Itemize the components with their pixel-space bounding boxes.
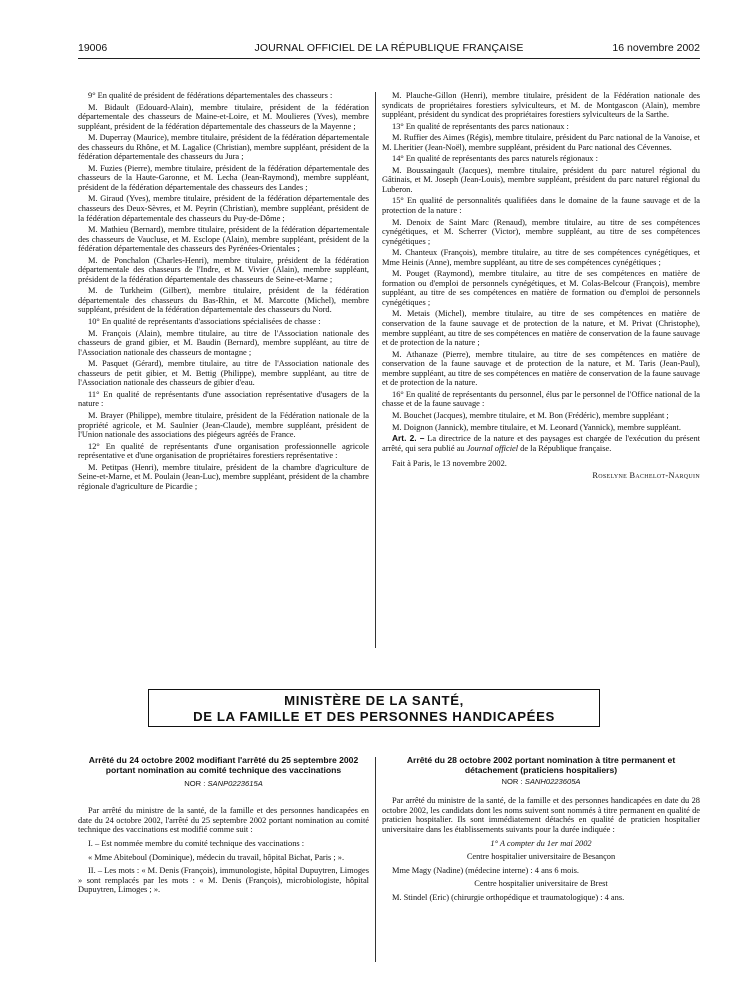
paragraph: 9° En qualité de président de fédérations départementales des chasseurs : [88,91,333,100]
hospital-name: Centre hospitalier universitaire de Besançon [466,852,616,862]
signature: Roselyne Bachelot-Narquin [592,470,700,480]
column-divider [375,92,376,648]
nor-code: SANH0223605A [524,776,581,786]
decree-title: Arrêté du 24 octobre 2002 modifiant l'arrêté du 25 septembre 2002 portant nomination au comité technique des vaccinations [88,755,359,775]
paragraph: M. de Ponchalon (Charles-Henri), membre titulaire, président de la fédération départementale des chasseurs de l'Indre, et M. Vivier (Alain), membre suppléant, président de la fédération départementale des chasseurs de Seine-et-Marne ; [78,255,369,284]
paragraph: M. Giraud (Yves), membre titulaire, président de la fédération départementale des chasseurs des Deux-Sèvres, et M. Peyrin (Christian), membre suppléant, président de la fédération départementale des chasseurs du Puy-de-Dôme ; [78,194,369,223]
nor-label: NOR : [501,776,523,786]
paragraph: Par arrêté du ministre de la santé, de la famille et des personnes handicapées en date du 24 octobre 2002, l'arrêté du 25 septembre 2002 portant nomination au comité technique des vaccinations est modifié comme suit : [78,806,369,835]
decree-vaccinations [78,756,369,899]
paragraph: M. Chanteux (François), membre titulaire, au titre de ses compétences cynégétiques, et Mme Heinis (Anne), membre suppléant, au titre de ses compétences cynégétiques ; [382,248,700,267]
page-number: 19006 [78,42,108,54]
header-rule [78,58,700,59]
column-divider [375,757,376,962]
running-header [78,42,700,56]
paragraph: 14° En qualité de représentants des parcs naturels régionaux : [392,154,598,164]
paragraph: 11° En qualité de représentants d'une association représentative d'usagers de la nature : [78,389,369,409]
paragraph: 10° En qualité de représentants d'associations spécialisées de chasse : [88,317,321,327]
nor-label: NOR : [184,778,206,788]
paragraph: M. Metais (Michel), membre titulaire, au titre de ses compétences en matière de conservation de la faune sauvage et de protection de la nature, et M. Privat (Christophe), membre suppléant, au titre de ses compétences en matière de conservation de la faune sauvage et de protection de la nature ; [382,309,700,348]
paragraph: 15° En qualité de personnalités qualifiées dans le domaine de la faune sauvage et de la protection de la nature : [382,196,700,216]
paragraph: M. Ruffier des Aimes (Régis), membre titulaire, président du Parc national de la Vanoise, et M. Lheritier (Jean-Noël), membre suppléant, président du Parc national des Cévennes. [382,133,700,152]
paragraph: M. Pasquet (Gérard), membre titulaire, au titre de l'Association nationale des chasseurs de petit gibier, et M. Bettig (Philippe), membre suppléant, au titre de l'Association nationale des chasseurs de gibier d'eau. [78,359,369,388]
journal-reference: Journal officiel [466,443,519,453]
left-column [78,91,369,493]
paragraph: M. Plauche-Gillon (Henri), membre titulaire, président de la Fédération nationale des syndicats de propriétaires forestiers sylviculteurs, et M. de Montgascon (Alain), membre suppléant, président du syndicat des propriétaires forestiers sylviculteurs de la Sarthe. [382,91,700,120]
paragraph: 16° En qualité de représentants du personnel, élus par le personnel de l'Office national de la chasse et de la faune sauvage : [382,389,700,409]
paragraph: Par arrêté du ministre de la santé, de la famille et des personnes handicapées en date du 28 octobre 2002, les candidats dont les noms suivent sont nommés à titre permanent en qualité de praticien hospitalier. Ils sont immédiatement détachés en qualité de praticien hospitalier universitaire dans les établissements suivants pour la durée indiquée : [382,796,700,834]
paragraph: M. Brayer (Philippe), membre titulaire, président de la Fédération nationale de la propriété agricole, et M. Saulnier (Jean-Claude), membre suppléant, président de l'Union nationale des associations des piégeurs agréés de France. [78,410,369,440]
issue-date: 16 novembre 2002 [612,42,700,54]
paragraph: M. Boussaingault (Jacques), membre titulaire, président du parc naturel régional du Gâtinais, et M. Joseph (Jean-Louis), membre suppléant, président du parc naturel régional du Luberon. [382,165,700,194]
ministry-banner [148,689,600,727]
article-label: Art. 2. – [392,433,425,444]
paragraph: M. Bidault (Edouard-Alain), membre titulaire, président de la fédération départementale des chasseurs de Maine-et-Loire, et M. Moulieres (Yves), membre suppléant, président de la fédération départementale des chasseurs de la Mayenne ; [78,102,369,131]
fait-line: Fait à Paris, le 13 novembre 2002. [392,459,507,469]
article-text: La directrice de la nature et des paysages est chargée de l'exécution du présent arrêté, qui sera publié au [382,434,700,453]
ministry-line-2: DE LA FAMILLE ET DES PERSONNES HANDICAPÉES [193,709,555,724]
paragraph: « Mme Abiteboul (Dominique), médecin du travail, hôpital Bichat, Paris ; ». [88,852,345,862]
paragraph: M. Mathieu (Bernard), membre titulaire, président de la fédération départementale des chasseurs de Vaucluse, et M. Esclope (Alain), membre suppléant, président de la fédération départementale des chasseurs des Pyrénées-Orientales ; [78,225,369,254]
paragraph: 13° En qualité de représentants des parcs nationaux : [392,121,569,131]
paragraph: M. Denoix de Saint Marc (Renaud), membre titulaire, au titre de ses compétences cynégétiques, et M. Scherrer (Victor), membre suppléant, au titre de ses compétences cynégétiques ; [382,217,700,246]
paragraph: 12° En qualité de représentants d'une organisation professionnelle agricole représentative et d'une organisation de propriétaires forestiers représentative : [78,441,369,461]
paragraph: I. – Est nommée membre du comité technique des vaccinations : [88,838,305,848]
paragraph: M. Petitpas (Henri), membre titulaire, président de la chambre d'agriculture de Seine-et-Marne, et M. Poulain (Jean-Luc), membre suppléant, président de la chambre régionale d'agriculture de Picardie ; [78,462,369,491]
paragraph: M. Bouchet (Jacques), membre titulaire, et M. Bon (Frédéric), membre suppléant ; [392,410,669,420]
paragraph: M. Pouget (Raymond), membre titulaire, au titre de ses compétences en matière de formation ou d'emploi de personnels cynégétiques, et M. Colas-Belcour (François), membre suppléant, au titre de ses compétences en matière de formation ou d'emploi de personnels cynégétiques ; [382,269,700,307]
appointee: M. Stindel (Eric) (chirurgie orthopédique et traumatologique) : 4 ans. [392,892,625,902]
paragraph: M. Duperray (Maurice), membre titulaire, président de la fédération départementale des chasseurs du Rhône, et M. Lagalice (Christian), membre suppléant, président de la fédération départementale des chasseurs du Jura ; [78,133,369,162]
right-column [382,91,700,482]
paragraph: M. Athanaze (Pierre), membre titulaire, au titre de ses compétences en matière de conservation de la faune sauvage et de protection de la nature, et M. Taris (Jean-Paul), membre suppléant, au titre de ses compétences en matière de conservation de la faune sauvage et de protection de la nature. [382,349,700,388]
date-heading: 1° A compter du 1er mai 2002 [490,838,592,848]
paragraph: M. François (Alain), membre titulaire, au titre de l'Association nationale des chasseurs de grand gibier, et M. Baudin (Bernard), membre suppléant, au titre de l'Association nationale des chasseurs de montagne ; [78,328,369,357]
paragraph: II. – Les mots : « M. Denis (François), immunologiste, hôpital Dupuytren, Limoges » sont remplacés par les mots : « M. Denis (François), microbiologiste, hôpital Dupuytren, Limoges ; ». [78,866,369,895]
nor-code: SANP0223615A [207,778,263,788]
paragraph: M. Fuzies (Pierre), membre titulaire, président de la fédération départementale des chasseurs de la Haute-Garonne, et M. Lecha (Jean-Raymond), membre suppléant, président de la fédération départementale des chasseurs des Landes ; [78,163,369,192]
nor-reference [78,779,369,789]
ministry-line-1: MINISTÈRE DE LA SANTÉ, [284,693,464,708]
journal-title: JOURNAL OFFICIEL DE LA RÉPUBLIQUE FRANÇAISE [254,42,524,54]
decree-praticiens [382,756,700,907]
paragraph: M. de Turkheim (Gilbert), membre titulaire, président de la fédération départementale des chasseurs du Bas-Rhin, et M. Marcotte (Michel), membre suppléant, président de la fédération départementale des chasseurs du Nord. [78,286,369,315]
article-2 [382,434,700,453]
nor-reference [382,777,700,787]
paragraph: M. Doignon (Jannick), membre titulaire, et M. Leonard (Yannick), membre suppléant. [392,422,681,432]
decree-title: Arrêté du 28 octobre 2002 portant nomination à titre permanent et détachement (praticiens hospitaliers) [406,755,676,775]
hospital-name: Centre hospitalier universitaire de Brest [474,879,608,889]
appointee: Mme Magy (Nadine) (médecine interne) : 4 ans 6 mois. [392,865,579,875]
article-text-end: de la République française. [520,443,612,453]
